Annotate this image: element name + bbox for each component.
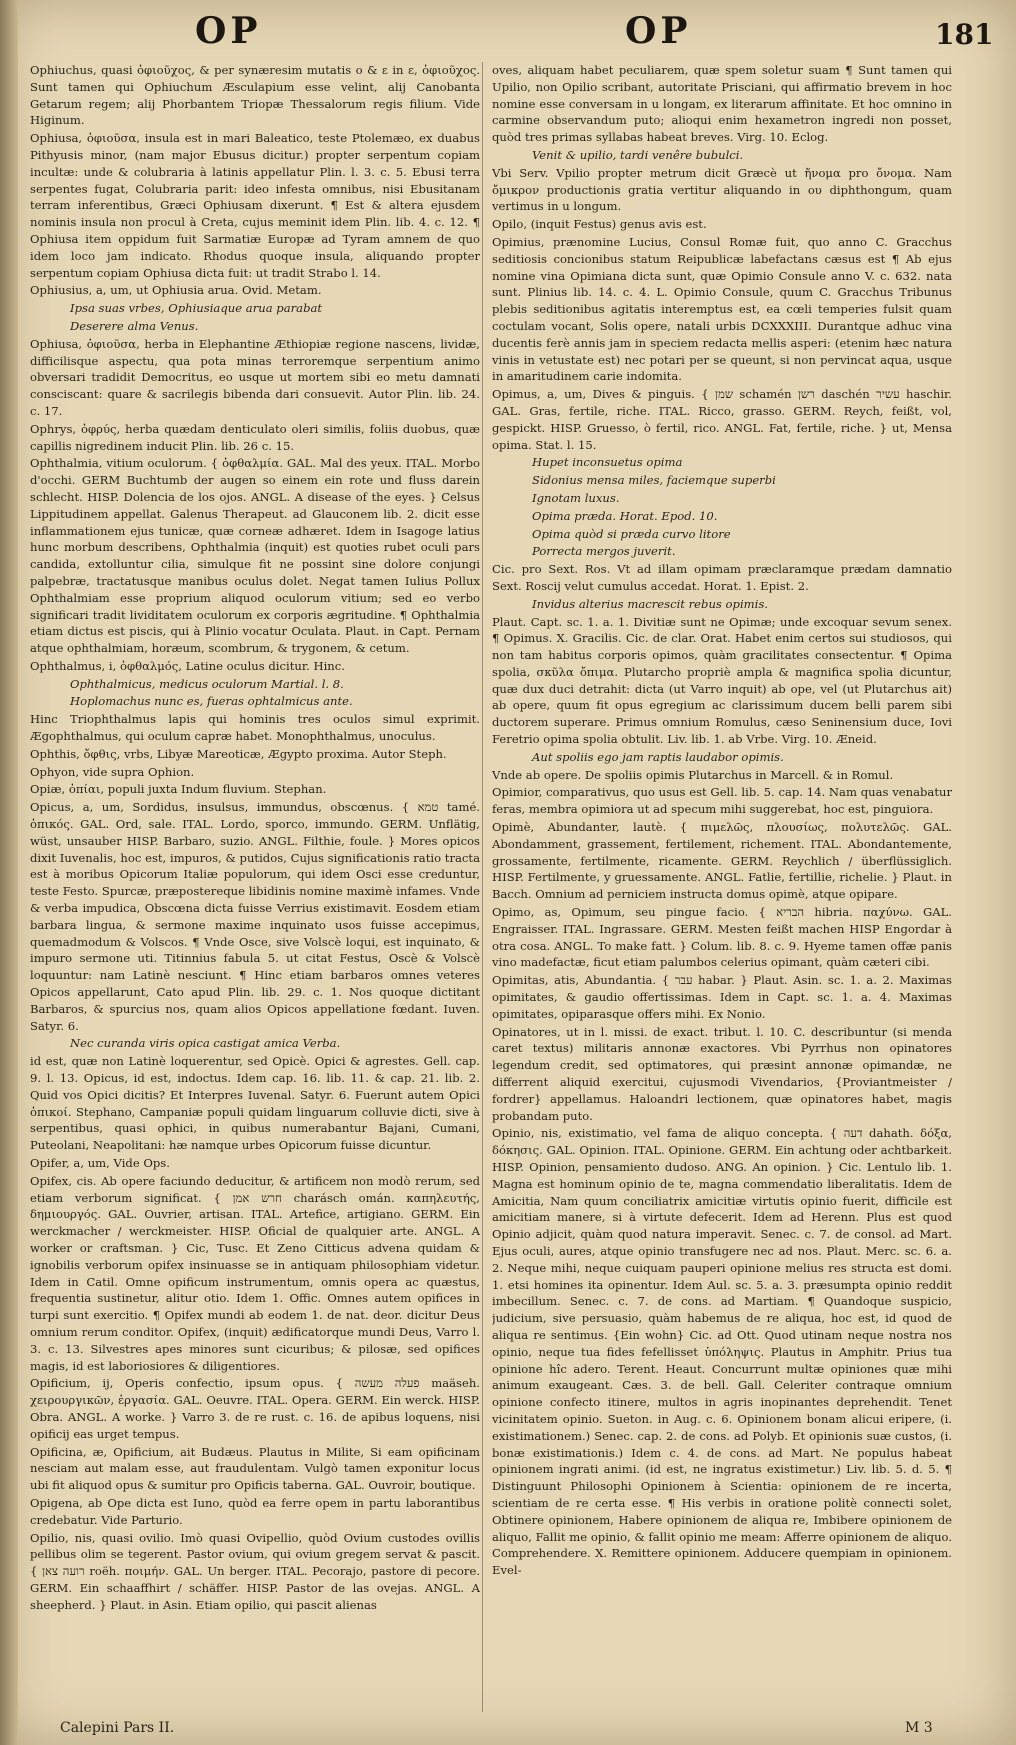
dictionary-entry: Invidus alterius macrescit rebus opimis.	[532, 596, 768, 611]
dictionary-entry: Opificium, ij, Operis confectio, ipsum opus. { פעלה מעשה maäseh. χειρουργικῶν, ἐργασία. GAL. Oeuvre. ITAL. Opera. GERM. Ein werck. HISP. Obra. ANGL. A worke. } Varro 3. de re rust. c. 16. de apibus loquens, nisi opificij eas urget tempus.	[30, 1376, 480, 1441]
dictionary-entry: Aut spoliis ego jam raptis laudabor opimis.	[532, 749, 784, 764]
signature-mark: M 3	[905, 1720, 933, 1736]
dictionary-entry: Opicus, a, um, Sordidus, insulsus, immundus, obscœnus. { טמא tamé. ὀπικός. GAL. Ord, sale. ITAL. Lordo, sporco, immundo. GERM. Unflätig, wüst, unsauber HISP. Barbaro, suzio. ANGL. Filthie, foule. } Mores opicos dixit Iuvenalis, hoc est, impuros, & putidos, Cujus significationis ratio tracta est à moribus Opicorum Italiæ populorum, qui idem Osci esse creduntur, teste Festo. Spurcæ, præpostereque libidinis nomine maximè infames. Vnde & verba impudica, Obscœna dicta fuisse Verrius existimavit. Eosdem etiam barbara lingua, & sermone maxime inquinato usos fuisse accepimus, quemadmodum & Volscos. ¶ Vnde Osce, sive Volscè loqui, est inquinato, & impuro sermone uti. Titinnius fabula 5. ut citat Festus, Oscè & Volscè loquuntur: nam Latinè nesciunt. ¶ Hinc etiam barbaros omnes veteres Opicos appellarunt, Cato apud Plin. lib. 29. c. 1. Nos quoque dictitant Barbaros, & spurcius nos, quam alios Opicos appellatione fœdant. Iuven. Satyr. 6.	[30, 800, 480, 1033]
dictionary-entry: Hupet inconsuetus opima	[532, 455, 683, 470]
dictionary-entry: Vnde ab opere. De spoliis opimis Plutarchus in Marcell. & in Romul.	[492, 767, 894, 782]
dictionary-entry: Opimus, a, um, Dives & pinguis. { שמן schamén רשן daschén עשיר haschir. GAL. Gras, fertile, riche. ITAL. Ricco, grasso. GERM. Reych, feißt, vol, gespickt. HISP. Gruesso, ò fertil, rico. ANGL. Fat, fertile, riche. } ut, Mensa opima. Stat. l. 15.	[492, 387, 952, 452]
column-divider	[482, 62, 483, 1712]
dictionary-entry: Nec curanda viris opica castigat amica Verba.	[70, 1036, 341, 1051]
dictionary-entry: Opima quòd si præda curvo litore	[532, 526, 731, 541]
dictionary-entry: Ophiusius, a, um, ut Ophiusia arua. Ovid. Metam.	[30, 283, 322, 298]
left-column	[30, 62, 480, 1717]
dictionary-entry: Opilo, (inquit Festus) genus avis est.	[492, 217, 707, 232]
running-head-left: OP	[195, 10, 262, 52]
dictionary-entry: Plaut. Capt. sc. 1. a. 1. Divitiæ sunt ne Opimæ; unde excoquar sevum senex. ¶ Opimus. X. Gracilis. Cic. de clar. Orat. Habet enim certos sui studiosos, qui non tam habitus corporis opimos, quàm gracilitates consectentur. ¶ Opima spolia, σκῦλα ὄπιμα. Plutarcho propriè ampla & magnifica spolia dicuntur, quæ dux duci detrahit: dicta (ut Varro inquit) ab ope, vel (ut Plutarchus ait) ab opere, quum fit opus egregium ac clarissimum ducem belli parem sibi ductorem superare. Primus omnium Romulus, cæso Seninensium duce, Iovi Feretrio opima spolia obtulit. Liv. lib. 1. ab Vrbe. Virg. 10. Æneid.	[492, 614, 952, 747]
dictionary-entry: Sidonius mensa miles, faciemque superbi	[532, 473, 776, 488]
dictionary-entry: Ophthalmia, vitium oculorum. { ὀφθαλμία. GAL. Mal des yeux. ITAL. Morbo d'occhi. GERM Buchtumb der augen so einem ein rote und fluss darein schlecht. HISP. Dolencia de los ojos. ANGL. A disease of the eyes. } Celsus Lippitudinem appellat. Galenus Therapeut. ad Glauconem lib. 2. dicit esse inflammationem ejus tunicæ, quæ corneæ adhæret. Idem in Isagoge latius hunc morbum describens, Ophthalmia (inquit) est quoties rubet oculi pars candida, extolluntur cilia, simulque fit ne possint sine dolore conjungi palpebræ, tractatusque manibus oculus dolet. Negat tamen Iulius Pollux Ophthalmiam esse proprium aliquod oculorum vitium; sed eo verbo significari tradit lividitatem oculorum ex corporis ægritudine. ¶ Ophthalmia etiam dictus est piscis, qui à Plinio vocatur Oculata. Plaut. in Capt. Pernam atque ophthalmiam, horæum, scombrum, & trygonem, & cetum.	[30, 456, 480, 656]
dictionary-entry: Opinio, nis, existimatio, vel fama de aliquo concepta. { דעה dahath. δόξα, δόκησις. GAL. Opinion. ITAL. Opinione. GERM. Ein achtung oder achtbarkeit. HISP. Opinion, pensamiento dudoso. ANG. An opinion. } Cic. Lentulo lib. 1. Magna est hominum opinio de te, magna commendatio liberalitatis. Idem de Amicitia, Nam quum conciliatrix amicitiæ virtutis opinio fuerit, difficile est amicitiam manere, si à virtute defecerit. Idem ad Herenn. Plus est quod Opinio adjicit, quàm quod natura imperavit. Senec. c. 7. de consol. ad Mart. Ejus oculi, aures, atque opinio transfugere nec ad nos. Plaut. Merc. sc. 6. a. 2. Neque mihi, neque cuiquam pauperi opinione melius res structa est domi. 1. etsi homines ita opinentur. Idem Aul. sc. 5. a. 3. præsumpta opinio reddit imbecillum. Senec. c. 7. de cons. ad Martiam. ¶ Quandoque suspicio, judicium, sive persuasio, quàm habemus de re aliqua, hoc est, id quod de aliqua re sentimus. {Ein wohn} Cic. ad Ott. Quod utinam neque nostra nos opinio, neque tua fides fefellisset ὑπόληψις. Plautus in Amphitr. Prius tua opinione hîc adero. Terent. Heaut. Concurrunt multæ opiniones quæ mihi animum exaugeant. Cæs. 3. de bell. Gall. Celeriter contraque omnium opinione confecto itinere, multos in agris inopinantes deprehendit. Tenet vicinitatem opinio. Sueton. in Aug. c. 6. Opinionem bonam alicui eripere, (i. existimationem.) Senec. cap. 2. de cons. ad Polyb. Et opinionis suæ custos, (i. bonæ existimationis.) Idem c. 4. de cons. ad Mart. Ne populus habeat opinionem ingrati animi. (id est, ne ingratus existimetur.) Liv. lib. 5. d. 5. ¶ Distinguunt Philosophi Opinionem à Scientia: opinionem de re incerta, scientiam de re certa esse. ¶ His verbis in oratione politè connecti solet, Obtinere opinionem, Habere opinionem de aliqua re, Imbibere opinionem de aliquo, Fallit me opinio, & fallit opinio me meam: Afferre opinionem de aliquo. Comprehendere. X. Remittere opinionem. Adducere quempiam in opinionem. Evel-	[492, 1126, 952, 1578]
dictionary-entry: Porrecta mergos juverit.	[532, 544, 676, 559]
dictionary-entry: Ophiusa, ὀφιοῦσα, herba in Elephantine Æthiopiæ regione nascens, lividæ, difficilisque aspectu, qua pota minas terroremque serpentium animo obversari tradidit Democritus, eo usque ut mortem sibi eo metu damnati consciscant: quare & sacrilegis bibenda dari consuevit. Autor Plin. lib. 24. c. 17.	[30, 336, 480, 418]
dictionary-entry: Cic. pro Sext. Ros. Vt ad illam opimam præclaramque prædam damnatio Sext. Roscij velut cumulus accedat. Horat. 1. Epist. 2.	[492, 562, 952, 593]
dictionary-entry: Ophthalmicus, medicus oculorum Martial. l. 8.	[70, 676, 344, 691]
dictionary-entry: Opiæ, ὀπίαι, populi juxta Indum fluvium. Stephan.	[30, 782, 327, 797]
dictionary-entry: Opimius, prænomine Lucius, Consul Romæ fuit, quo anno C. Gracchus seditiosis concionibus statum Reipublicæ labefactans cæsus est ¶ Ab ejus nomine vina Opimiana dicta sunt, quæ Opimio Consule anno V. c. 632. nata sunt. Plinius lib. 14. c. 4. L. Opimio Consule, quum C. Gracchus Tribunus plebis seditionibus agitatis interemptus est, ea cœli temperies fulsit quam coctulam vocant, Solis opere, natali urbis DCXXXIII. Durantque adhuc vina ducentis ferè annis jam in speciem redacta mellis asperi: (etenim hæc natura vinis in vetustate est) nec potari per se queunt, si non pervincat aqua, usque in amaritudinem carie indomita.	[492, 234, 952, 384]
dictionary-entry: Opifex, cis. Ab opere faciundo deducitur, & artificem non modò rerum, sed etiam verborum significat. { חרש אמן charásch omán. καπηλευτής, δημιουργός. GAL. Ouvrier, artisan. ITAL. Artefice, artigiano. GERM. Ein werckmacher / werckmeister. HISP. Oficial de qualquier arte. ANGL. A worker or craftsman. } Cic, Tusc. Et Zeno Citticus advena quidam & ignobilis verborum opifex insinuasse se in antiquam philosophiam videtur. Idem in Catil. Omne opificum instrumentum, omnis opera ac quæstus, frequentia sustinetur, alitur otio. Idem 1. Offic. Omnes autem opifices in turpi sunt exercitio. ¶ Opifex mundi ab eodem 1. de nat. deor. dicitur Deus omnium rerum conditor. Opifex, (inquit) ædificatorque mundi Deus, Varro l. 3. c. 13. Silvestres apes minores sunt cicuribus; & pilosæ, sed opifices magis, id est laboriosiores & diligentiores.	[30, 1173, 480, 1373]
dictionary-entry: id est, quæ non Latinè loquerentur, sed Opicè. Opici & agrestes. Gell. cap. 9. l. 13. Opicus, id est, indoctus. Idem cap. 16. lib. 11. & cap. 21. lib. 2. Quid vos Opici dicitis? Et Interpres Iuvenal. Satyr. 6. Fuerunt autem Opici ὀπικοί. Stephano, Campaniæ populi quidam linguarum colluvie dicti, sive à serpentibus, quasi ophici, in quibus numerabantur Bajani, Cumani, Puteolani, Neapolitani: hæ namque urbes Opicorum fuisse dicuntur.	[30, 1054, 480, 1153]
dictionary-entry: Opificina, æ, Opificium, ait Budæus. Plautus in Milite, Si eam opificinam nesciam aut malam esse, aut fraudulentam. Vulgò tamen exponitur locus ubi fit aliquod opus & sumitur pro Opificis taberna. GAL. Ouvroir, boutique.	[30, 1444, 480, 1493]
dictionary-entry: Opifer, a, um, Vide Ops.	[30, 1156, 170, 1170]
page-header	[0, 10, 1016, 70]
dictionary-entry: Ophthis, ὄφθις, vrbs, Libyæ Mareoticæ, Ægypto proxima. Autor Steph.	[30, 746, 447, 761]
dictionary-entry: Opimo, as, Opimum, seu pingue facio. { הבריא hibria. παχύνω. GAL. Engraisser. ITAL. Ingrassare. GERM. Mesten feißt machen HISP Engordar à otra cosa. ANGL. To make fatt. } Colum. lib. 8. c. 9. Hyeme tamen offæ panis vino madefactæ, ficut etiam palumbos celerius opimant, quàm cæteri cibi.	[492, 905, 952, 970]
dictionary-entry: Venit & upilio, tardi venêre bubulci.	[532, 147, 744, 162]
dictionary-entry: Ipsa suas vrbes, Ophiusiaque arua parabat	[70, 301, 323, 316]
page-number: 181	[935, 18, 994, 51]
dictionary-entry: Opimè, Abundanter, lautè. { πιμελῶς, πλουσίως, πολυτελῶς. GAL. Abondamment, grassement, fertilement, richement. ITAL. Abondantemente, grossamente, fertilmente, ricamente. GERM. Reychlich / überflüssiglich. HISP. Fertilmente, y gruessamente. ANGL. Fatlie, fertillie, richelie. } Plaut. in Bacch. Omnium ad perniciem instructa domus opimè, atque opipare.	[492, 820, 952, 902]
dictionary-entry: Ophyon, vide supra Ophion.	[30, 764, 195, 779]
dictionary-entry: Ophiusa, ὀφιοῦσα, insula est in mari Baleatico, teste Ptolemæo, ex duabus Pithyusis minor, (nam major Ebusus dicitur.) propter serpentum copiam incultæ: unde & colubraria à latinis appellatur Plin. l. 3. c. 5. Ebusi terra serpentes fugat, Colubraria parit: ideo infesta omnibus, nisi Ebusitanam terram inferentibus, Græci Ophiusam dixerunt. ¶ Est & altera ejusdem nominis insula non procul à Creta, cujus meminit idem Plin. lib. 4. c. 12. ¶ Ophiusa item oppidum fuit Sarmatiæ Europæ ad Tyram amnem de quo idem loco jam indicato. Rhodus quoque insula, aliquando propter serpentum copiam Ophiusa dicta fuit: ut tradit Strabo l. 14.	[30, 131, 480, 280]
page-footer	[0, 1720, 1016, 1742]
dictionary-entry: Hinc Triophthalmus lapis qui hominis tres oculos simul exprimit. Ægophthalmus, qui oculum capræ habet. Monophthalmus, unoculus.	[30, 712, 480, 744]
dictionary-entry: Ophrys, ὀφρύς, herba quædam denticulato oleri similis, foliis duobus, quæ capillis nigredinem inducit Plin. lib. 26 c. 15.	[30, 421, 480, 453]
dictionary-entry: Hoplomachus nunc es, fueras ophtalmicus ante.	[70, 694, 353, 709]
signature-title: Calepini Pars II.	[60, 1720, 175, 1736]
dictionary-entry: Opimitas, atis, Abundantia. { עבר habar. } Plaut. Asin. sc. 1. a. 2. Maximas opimitates, & gaudio offertissimas. Idem in Capt. sc. 1. a. 4. Maximas opimitates, opiparasque offers mihi. Ex Nonio.	[492, 973, 952, 1021]
dictionary-entry: Vbi Serv. Vpilio propter metrum dicit Græcè ut ἤνομα pro ὄνομα. Nam ὄμικρον productionis gratia vertitur aliquando in ου diphthongum, quam vertimus in u longum.	[492, 165, 952, 214]
dictionary-entry: Opinatores, ut in l. missi. de exact. tribut. l. 10. C. describuntur (si menda caret textus) militaris annonæ exactores. Vbi Pyrrhus non opinatores legendum credit, sed optimatores, qui præsint annonæ opimandæ, ne differrent aliquid exercitui, cujusmodi Vivendarios, {Proviantmeister / fordrer} appellamus. Haloandri lectionem, quæ opinatores habet, magis probandam puto.	[492, 1024, 952, 1123]
dictionary-entry: Deserere alma Venus.	[70, 318, 199, 333]
right-column	[492, 62, 952, 1717]
running-head-right: OP	[625, 10, 692, 52]
dictionary-entry: Ignotam luxus.	[532, 490, 620, 505]
book-gutter	[0, 0, 18, 1745]
dictionary-entry: Ophthalmus, i, ὀφθαλμός, Latine oculus dicitur. Hinc.	[30, 658, 345, 673]
dictionary-entry: Opimior, comparativus, quo usus est Gell. lib. 5. cap. 14. Nam quas venabatur feras, membra opimiora ut ad specum mihi suggerebat, hoc est, pinguiora.	[492, 785, 952, 817]
dictionary-entry: oves, aliquam habet peculiarem, quæ spem soletur suam ¶ Sunt tamen qui Upilio, non Opilio scribant, autoritate Prisciani, qui affirmatio brevem in hoc nomine esse conversam in u longam, ex literarum affinitate. Et hoc omnino in carmine observandum puto; alioqui enim hexametron ingredi non posset, quòd tres primas syllabas habeat breves. Virg. 10. Eclog.	[492, 63, 952, 145]
dictionary-entry: Opilio, nis, quasi ovilio. Imò quasi Ovipellio, quòd Ovium custodes ovillis pellibus olim se tegerent. Pastor ovium, qui ovium gregem servat & pascit. { רועה צאן roëh. ποιμήν. GAL. Un berger. ITAL. Pecorajo, pastore di pecore. GERM. Ein schaaffhirt / schäffer. HISP. Pastor de las ovejas. ANGL. A sheepherd. } Plaut. in Asin. Etiam opilio, qui pascit alienas	[30, 1530, 480, 1612]
dictionary-entry: Opima præda. Horat. Epod. 10.	[532, 508, 718, 523]
dictionary-entry: Ophiuchus, quasi ὀφιοῦχος, & per synæresim mutatis ο & ε in ε, ὀφιοῦχος. Sunt tamen qui Ophiuchum Æsculapium esse velint, alij Canobanta Getarum regem; alij Phorbantem Triopæ Thessalorum regis filium. Vide Higinum.	[30, 63, 480, 128]
dictionary-entry: Opigena, ab Ope dicta est Iuno, quòd ea ferre opem in partu laborantibus credebatur. Vide Parturio.	[30, 1495, 480, 1527]
